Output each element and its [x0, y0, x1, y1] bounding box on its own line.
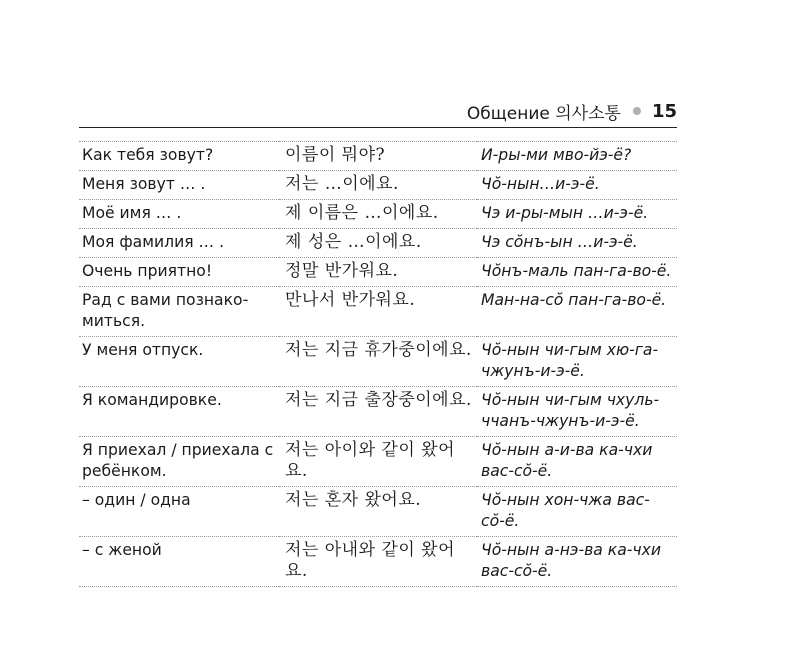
phrase-row: [79, 537, 677, 587]
phrase-row: [79, 387, 677, 437]
korean-phrase: 이름이 뭐야?: [279, 142, 477, 171]
transcription: Чŏ-нын…и-э-ё.: [477, 171, 677, 200]
phrase-table-body: [79, 142, 677, 587]
korean-phrase: 저는 …이에요.: [279, 171, 477, 200]
korean-phrase: 저는 아이와 같이 왔어요.: [279, 437, 477, 487]
transcription: Чэ сŏнъ-ын …и-э-ё.: [477, 229, 677, 258]
korean-phrase: 제 이름은 …이에요.: [279, 200, 477, 229]
transcription: Чŏ-нын чи-гым хю-га-чжунъ-и-э-ё.: [477, 337, 677, 387]
transcription: И-ры-ми мво-йэ-ё?: [477, 142, 677, 171]
russian-phrase: Я командировке.: [79, 387, 279, 437]
page-number: 15: [651, 100, 677, 122]
page-header: [79, 98, 677, 124]
russian-phrase: Я приехал / приехала с ребёнком.: [79, 437, 279, 487]
korean-phrase: 저는 아내와 같이 왔어요.: [279, 537, 477, 587]
korean-phrase: 제 성은 …이에요.: [279, 229, 477, 258]
russian-phrase: Рад с вами познако-миться.: [79, 287, 279, 337]
phrase-row: [79, 487, 677, 537]
russian-phrase: У меня отпуск.: [79, 337, 279, 387]
phrase-row: [79, 258, 677, 287]
korean-phrase: 저는 지금 출장중이에요.: [279, 387, 477, 437]
transcription: Чŏ-нын а-нэ-ва ка-чхи вас-сŏ-ё.: [477, 537, 677, 587]
russian-phrase: – с женой: [79, 537, 279, 587]
russian-phrase: – один / одна: [79, 487, 279, 537]
bullet-dot-icon: [633, 107, 641, 115]
russian-phrase: Моя фамилия … .: [79, 229, 279, 258]
phrase-row: [79, 287, 677, 337]
korean-phrase: 정말 반가워요.: [279, 258, 477, 287]
transcription: Чэ и-ры-мын …и-э-ё.: [477, 200, 677, 229]
phrase-table: [79, 141, 677, 587]
section-title: Общение 의사소통: [466, 103, 621, 124]
korean-phrase: 저는 지금 휴가중이에요.: [279, 337, 477, 387]
phrase-row: [79, 200, 677, 229]
russian-phrase: Меня зовут … .: [79, 171, 279, 200]
transcription: Чŏнъ-маль пан-га-во-ё.: [477, 258, 677, 287]
transcription: Чŏ-нын хон-чжа вас-сŏ-ё.: [477, 487, 677, 537]
phrase-row: [79, 437, 677, 487]
header-rule: [79, 127, 677, 128]
transcription: Чŏ-нын чи-гым чхуль-ччанъ-чжунъ-и-э-ё.: [477, 387, 677, 437]
phrase-row: [79, 229, 677, 258]
transcription: Чŏ-нын а-и-ва ка-чхи вас-сŏ-ё.: [477, 437, 677, 487]
phrase-row: [79, 142, 677, 171]
phrase-row: [79, 337, 677, 387]
russian-phrase: Как тебя зовут?: [79, 142, 279, 171]
korean-phrase: 저는 혼자 왔어요.: [279, 487, 477, 537]
korean-phrase: 만나서 반가워요.: [279, 287, 477, 337]
russian-phrase: Очень приятно!: [79, 258, 279, 287]
transcription: Ман-на-сŏ пан-га-во-ё.: [477, 287, 677, 337]
phrase-row: [79, 171, 677, 200]
russian-phrase: Моё имя … .: [79, 200, 279, 229]
